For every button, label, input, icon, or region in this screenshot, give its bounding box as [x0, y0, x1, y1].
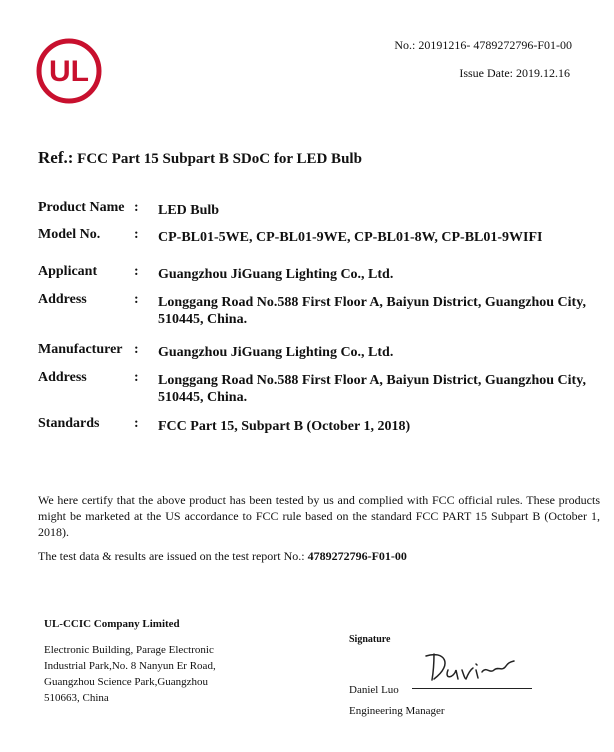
- field-label: Product Name: [38, 200, 125, 215]
- field-value: Guangzhou JiGuang Lighting Co., Ltd.: [158, 345, 394, 360]
- field-value: CP-BL01-5WE, CP-BL01-9WE, CP-BL01-8W, CP-BL01-9WIFI: [158, 230, 543, 245]
- field-label: Address: [38, 370, 87, 385]
- company-address: Electronic Building, Parage Electronic Industrial Park,No. 8 Nanyun Er Road, Guangzhou Science Park,Guangzhou 510663, China: [44, 644, 216, 704]
- field-colon: :: [134, 200, 139, 215]
- field-label: Model No.: [38, 227, 101, 242]
- field-value: FCC Part 15, Subpart B (October 1, 2018): [158, 419, 411, 434]
- field-value: Longgang Road No.588 First Floor A, Baiyun District, Guangzhou City, 510445, China.: [158, 295, 586, 327]
- reference-label: Ref.:: [38, 148, 74, 167]
- ul-logo: [36, 38, 102, 104]
- field-colon: :: [134, 416, 139, 431]
- signature-line: [412, 688, 532, 689]
- reference-text: FCC Part 15 Subpart B SDoC for LED Bulb: [73, 151, 362, 167]
- field-label: Applicant: [38, 264, 98, 279]
- field-colon: :: [134, 227, 139, 242]
- test-report-paragraph: [38, 549, 407, 564]
- certification-paragraph: We here certify that the above product has been tested by us and complied with FCC official rules. These products might be marketed at the US accordance to FCC rule based on the standard FCC PART 15 Subpart B (October 1, 2018).: [38, 493, 600, 539]
- reference-line: [38, 148, 362, 168]
- company-name: UL-CCIC Company Limited: [44, 618, 180, 630]
- field-colon: :: [134, 292, 139, 307]
- ul-logo-text: UL: [49, 55, 89, 88]
- issue-date: Issue Date: 2019.12.16: [459, 66, 570, 80]
- field-value: LED Bulb: [158, 203, 220, 218]
- field-colon: :: [134, 342, 139, 357]
- signatory-title: Engineering Manager: [349, 705, 445, 717]
- signature-label: Signature: [349, 634, 391, 645]
- signatory-name: Daniel Luo: [349, 684, 399, 696]
- test-report-prefix: The test data & results are issued on the test report No.:: [38, 549, 308, 563]
- test-report-number: 4789272796-F01-00: [307, 549, 407, 563]
- field-label: Standards: [38, 416, 100, 431]
- certificate-number: No.: 20191216- 4789272796-F01-00: [394, 38, 572, 52]
- field-label: Address: [38, 292, 87, 307]
- field-label: Manufacturer: [38, 342, 123, 357]
- field-colon: :: [134, 264, 139, 279]
- field-value: Guangzhou JiGuang Lighting Co., Ltd.: [158, 267, 394, 282]
- field-colon: :: [134, 370, 139, 385]
- field-value: Longgang Road No.588 First Floor A, Baiyun District, Guangzhou City, 510445, China.: [158, 373, 586, 405]
- handwritten-signature: [420, 646, 520, 686]
